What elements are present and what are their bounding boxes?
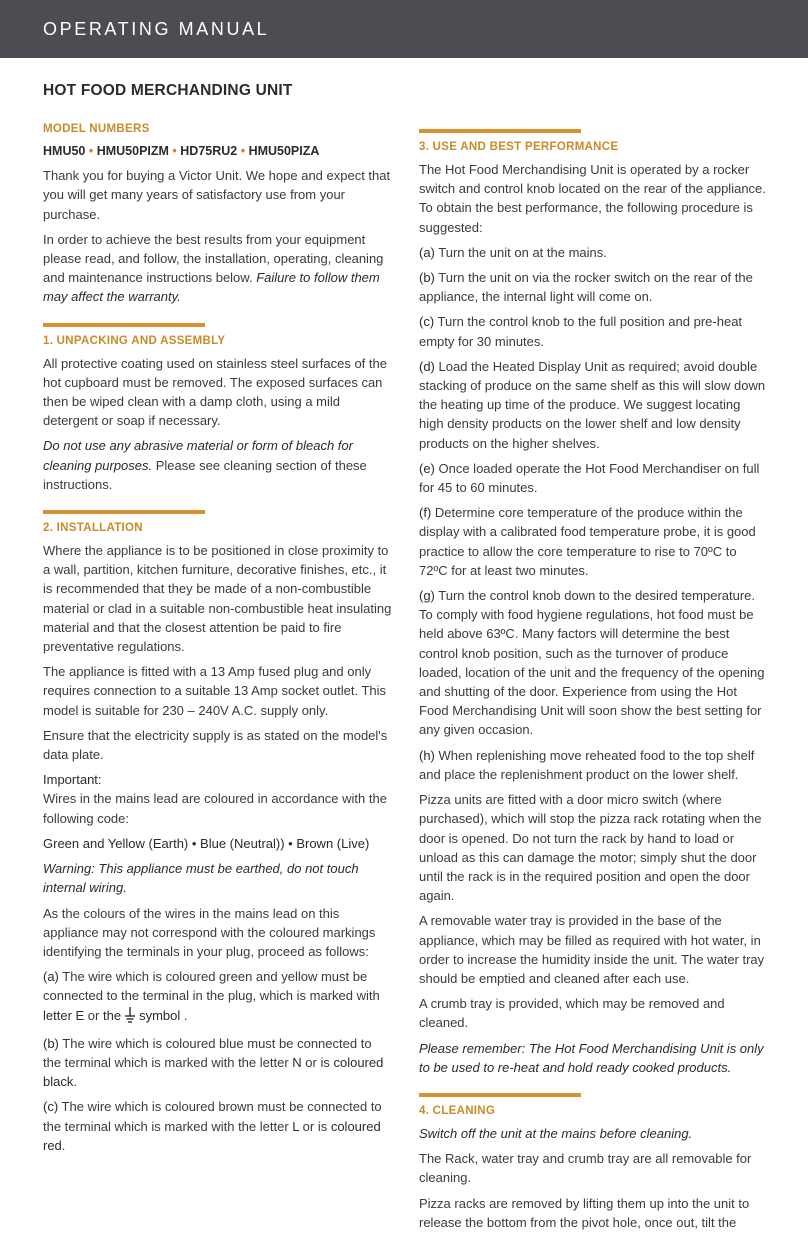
header-title: OPERATING MANUAL [43,19,270,39]
section-rule [419,1093,581,1097]
important-label: Important: [43,772,102,788]
remember-note: Please remember: The Hot Food Merchandising Unit is only to be used to re-heat and hold ready cooked products. [419,1040,764,1075]
step-label: (c) [43,1099,59,1115]
bleach-warning: Do not use any abrasive material or form of bleach for cleaning purposes. [43,438,353,473]
left-column [43,121,393,1161]
warranty-warning: Failure to follow them may affect the warranty. [43,270,380,305]
terminal-colour: coloured red [43,1118,381,1153]
cleaning-warning: Switch off the unit at the mains before cleaning. [419,1125,693,1141]
wire-step-c: (c) The wire which is coloured brown must be connected to the terminal which is marked with the letter L or is coloured red. [43,1099,382,1153]
use-intro: The Hot Food Merchandising Unit is operated by a rocker switch and control knob located on the rear of the appliance. To obtain the best performance, the following procedure is suggested: [419,162,766,235]
unpacking-paragraph: All protective coating used on stainless steel surfaces of the hot cupboard must be removed. The exposed surfaces can then be wiped clean with a damp cloth, using a mild detergent or soap if necessary. [43,355,387,429]
section-1-heading: 1. UNPACKING AND ASSEMBLY [43,334,226,347]
pizza-rack-paragraph: Pizza racks are removed by lifting them up into the unit to release the bottom from the pivot hole, once out, tilt the [419,1195,750,1230]
procedure-step: (e) Once loaded operate the Hot Food Merchandiser on full for 45 to 60 minutes. [419,460,760,496]
separator-dot: • [237,144,249,158]
wire-step-a: (a) The wire which is coloured green and yellow must be connected to the terminal in the plug, which is marked with letter E or the symbol . [43,967,393,1028]
plug-paragraph: The appliance is fitted with a 13 Amp fused plug and only requires connection to a suitable 13 Amp socket outlet. This model is suitable for 230 – 240V A.C. supply only. [43,664,387,718]
separator-dot: • [168,144,181,158]
water-tray-paragraph: A removable water tray is provided in the base of the appliance, which may be filled as required with hot water, in order to increase the humidity inside the unit. The water tray should be emptied and cleaned after each use. [419,913,765,986]
wire-code-intro: Wires in the mains lead are coloured in accordance with the following code: [43,791,387,826]
terminal-letter: letter E [43,1007,85,1023]
terminal-letter: L [292,1118,300,1134]
terminal-colour: coloured black [43,1054,384,1090]
intro-paragraph: Thank you for buying a Victor Unit. We hope and expect that you will get many years of satisfactory use from your purchase. [43,168,391,222]
procedure-step: (c) Turn the control knob to the full position and pre-heat empty for 30 minutes. [419,314,743,349]
model-list [43,142,393,161]
model-number: HMU50PIZM [96,144,169,158]
unpacking-paragraph-2 [43,436,393,494]
model-number: HMU50 [43,144,86,158]
section-rule [43,323,205,327]
procedure-step: (d) Load the Heated Display Unit as required; avoid double stacking of produce on the same shelf as this will slow down the heating up time of the produce. We suggest locating high density products on the lower shelf and low density products on the higher shelves. [419,358,766,451]
intro-paragraph-2 [43,230,393,307]
right-column [419,129,767,1238]
procedure-step: (f) Determine core temperature of the produce within the display with a calibrated food temperature probe, it is good practice to allow the core temperature to rise to 70ºC to 72ºC for at least two minutes. [419,505,756,578]
procedure-step: (g) Turn the control knob down to the desired temperature. To comply with food hygiene regulations, hot food must be held above 63ºC. Many factors will determine the best control knob position, such as the turnover of produce loaded, location of the unit and the frequency of the opening and shutting of the door. Experience from using the Hot Food Merchandising Unit will soon show the best setting for any given occasion. [419,588,765,738]
model-number: HMU50PIZA [248,144,320,158]
pizza-paragraph: Pizza units are fitted with a door micro switch (where purchased), which will stop the pizza rack rotating when the door is opened. Do not turn the rack by hand to load or unload as this can damage the motor; simply shut the door until the rack is in the required position and open the door again. [419,792,762,904]
earth-symbol-icon [124,1007,136,1028]
step-label: (a) [43,969,59,985]
crumb-tray-paragraph: A crumb tray is provided, which may be removed and cleaned. [419,996,725,1031]
colours-paragraph: As the colours of the wires in the mains lead on this appliance may not correspond with the coloured markings identifying the terminals in your plug, proceed as follows: [43,905,376,959]
section-4-heading: 4. CLEANING [419,1104,496,1117]
section-rule [43,510,205,514]
procedure-step: (b) Turn the unit on via the rocker switch on the rear of the appliance, the internal light will come on. [419,270,753,305]
models-heading: MODEL NUMBERS [43,123,150,135]
page-header [0,0,808,58]
step-label: (b) [43,1035,59,1051]
cleaning-reference: Please see cleaning section of these instructions. [43,457,367,492]
procedure-step: (h) When replenishing move reheated food to the top shelf and place the replenishment product on the lower shelf. [419,747,755,782]
section-3-heading: 3. USE AND BEST PERFORMANCE [419,141,619,153]
cleaning-paragraph: The Rack, water tray and crumb tray are all removable for cleaning. [419,1151,752,1186]
earth-warning: Warning: This appliance must be earthed, do not touch internal wiring. [43,861,359,896]
terminal-letter: N [292,1054,302,1070]
model-number: HD75RU2 [180,144,238,158]
wire-step-b: (b) The wire which is coloured blue must be connected to the terminal which is marked with the letter N or is coloured black. [43,1035,384,1090]
procedure-step: (a) Turn the unit on at the mains. [419,244,607,260]
separator-dot: • [85,144,97,158]
installation-paragraph: Where the appliance is to be positioned in close proximity to a wall, partition, kitchen furniture, decorative finishes, etc., it is recommended that they be made of a non-combustible material or clad in a suitable non-combustible heat insulating material and that the closest attention be paid to fire preventative regulations. [43,543,392,655]
supply-paragraph: Ensure that the electricity supply is as stated on the model's data plate. [43,727,388,763]
section-2-heading: 2. INSTALLATION [43,522,143,535]
wire-code: Green and Yellow (Earth) • Blue (Neutral)) • Brown (Live) [43,835,370,851]
document-title: HOT FOOD MERCHANDING UNIT [43,82,293,99]
intro-text: In order to achieve the best results from your equipment please read, and follow, the installation, operating, cleaning and maintenance instructions below. [43,231,384,286]
section-rule [419,129,581,133]
